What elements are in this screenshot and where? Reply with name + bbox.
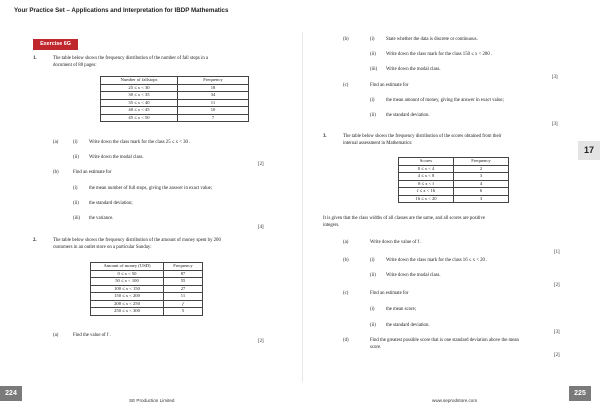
q3-table-cell: 4 ≤ x < 8 bbox=[399, 173, 454, 181]
q2-a-label: (a) bbox=[53, 333, 59, 338]
q1-table-cell: 45 ≤ x < 50 bbox=[101, 114, 178, 122]
q1-a-i-text: Write down the class mark for the class 25 ≤ x < 30 . bbox=[89, 140, 191, 145]
q2-intro-line1: The table below shows the frequency distribution of the amount of money spent by 200 bbox=[53, 238, 221, 243]
q1-table-header: Frequency bbox=[178, 77, 249, 85]
footer-publisher: SE Production Limited bbox=[129, 398, 175, 403]
q2-b-label: (b) bbox=[343, 37, 349, 42]
q3-frequency-table bbox=[398, 157, 509, 203]
chapter-tab: 17 bbox=[578, 141, 600, 160]
q2-c-text: Find an estimate for bbox=[370, 83, 409, 88]
q2-table-cell: 100 ≤ x < 150 bbox=[91, 285, 164, 293]
left-page-number: 224 bbox=[0, 386, 22, 401]
q2-number: 2. bbox=[33, 238, 37, 243]
q3-given-line2: integers. bbox=[323, 223, 340, 228]
q2-b-iii-label: (iii) bbox=[370, 67, 378, 72]
q3-intro-line1: The table below shows the frequency distribution of the scores obtained from their bbox=[343, 134, 502, 139]
q3-table-cell: f ≤ x < 16 bbox=[399, 188, 454, 196]
q2-b-iii-text: Write down the modal class. bbox=[386, 67, 441, 72]
q3-c-text: Find an estimate for bbox=[370, 291, 409, 296]
q3-b-ii-text: Write down the modal class. bbox=[386, 273, 441, 278]
q3-intro-line2: internal assessment in Mathematics: bbox=[343, 141, 413, 146]
q3-d-label: (d) bbox=[343, 338, 349, 343]
q3-table-cell: 2 bbox=[454, 165, 509, 173]
q2-c-i-text: the mean amount of money, giving the answer in exact value; bbox=[386, 98, 504, 103]
exercise-badge: Exercise 6G bbox=[33, 39, 78, 50]
q3-b-label: (b) bbox=[343, 258, 349, 263]
q3-number: 3. bbox=[323, 134, 327, 139]
q3-c-i-text: the mean score; bbox=[386, 307, 417, 312]
q2-a-marks: [2] bbox=[258, 339, 264, 344]
q1-table-cell: 11 bbox=[178, 99, 249, 107]
q2-table-cell: 87 bbox=[164, 270, 203, 278]
q2-c-ii-label: (ii) bbox=[370, 113, 376, 118]
q3-a-marks: [1] bbox=[554, 250, 560, 255]
q3-a-label: (a) bbox=[343, 240, 349, 245]
q2-c-label: (c) bbox=[343, 83, 349, 88]
q3-table-cell: 4 bbox=[454, 180, 509, 188]
q1-frequency-table bbox=[100, 76, 249, 122]
q2-intro-line2: customers in an outlet store on a particular Sunday: bbox=[53, 245, 152, 250]
q3-d-marks: [2] bbox=[554, 353, 560, 358]
q3-table-cell: 16 ≤ x < 20 bbox=[399, 195, 454, 203]
q3-c-ii-text: the standard deviation. bbox=[386, 323, 430, 328]
q3-given-line1: It is given that the class widths of all classes are the same, and all scores are positive bbox=[323, 216, 485, 221]
q1-table-cell: 7 bbox=[178, 114, 249, 122]
q1-table-cell: 10 bbox=[178, 107, 249, 115]
q3-b-i-label: (i) bbox=[370, 258, 375, 263]
page-gutter-divider bbox=[302, 32, 303, 382]
q3-d-line1: Find the greatest possible score that is one standard deviation above the mean bbox=[370, 338, 519, 343]
q2-c-ii-text: the standard deviation. bbox=[386, 113, 430, 118]
q3-c-marks: [3] bbox=[554, 330, 560, 335]
q2-b-ii-label: (ii) bbox=[370, 52, 376, 57]
q1-intro-line2: document of 80 pages: bbox=[53, 63, 97, 68]
q3-c-ii-label: (ii) bbox=[370, 323, 376, 328]
q1-b-iii-label: (iii) bbox=[73, 216, 81, 221]
q1-number: 1. bbox=[33, 56, 37, 61]
q2-table-cell: 200 ≤ x < 250 bbox=[91, 300, 164, 308]
q1-table-cell: 30 ≤ x < 35 bbox=[101, 92, 178, 100]
q3-b-ii-label: (ii) bbox=[370, 273, 376, 278]
q2-table-cell: 5 bbox=[164, 308, 203, 316]
q2-table-header: Frequency bbox=[164, 263, 203, 271]
q1-intro-line1: The table below shows the frequency distribution of the number of fall stops in a bbox=[53, 56, 209, 61]
page-header-title: Your Practice Set – Applications and Interpretation for IBDP Mathematics bbox=[14, 7, 229, 14]
q3-b-marks: [2] bbox=[554, 283, 560, 288]
q1-b-marks: [4] bbox=[258, 225, 264, 230]
q1-b-ii-text: the standard deviation; bbox=[89, 201, 133, 206]
q1-b-i-label: (i) bbox=[73, 186, 78, 191]
right-page-number: 225 bbox=[569, 386, 591, 401]
q1-a-ii-label: (ii) bbox=[73, 155, 79, 160]
q2-table-cell: 250 ≤ x < 300 bbox=[91, 308, 164, 316]
q3-table-header: Frequency bbox=[454, 158, 509, 166]
q2-c-i-label: (i) bbox=[370, 98, 375, 103]
q2-b-marks: [3] bbox=[552, 75, 558, 80]
q2-table-cell: f bbox=[164, 300, 203, 308]
q1-table-cell: 40 ≤ x < 45 bbox=[101, 107, 178, 115]
q2-table-cell: 150 ≤ x < 200 bbox=[91, 293, 164, 301]
q1-table-cell: 25 ≤ x < 30 bbox=[101, 84, 178, 92]
q1-table-cell: 34 bbox=[178, 92, 249, 100]
q2-b-i-text: State whether the data is discrete or continuous. bbox=[386, 37, 478, 42]
footer-website: www.seprodstore.com bbox=[432, 398, 478, 403]
q1-b-label: (b) bbox=[53, 170, 59, 175]
q2-b-ii-text: Write down the class mark for the class 150 ≤ x < 200 . bbox=[386, 52, 493, 57]
q1-b-iii-text: the variance. bbox=[89, 216, 114, 221]
q1-b-text: Find an estimate for bbox=[73, 170, 112, 175]
q1-b-i-text: the mean number of full stops, giving the answer in exact value; bbox=[89, 186, 213, 191]
q1-a-i-label: (i) bbox=[73, 140, 78, 145]
q1-table-cell: 35 ≤ x < 40 bbox=[101, 99, 178, 107]
q2-table-cell: 50 ≤ x < 100 bbox=[91, 278, 164, 286]
q3-b-i-text: Write down the class mark for the class 16 ≤ x < 20 . bbox=[386, 258, 488, 263]
q3-table-cell: 0 ≤ x < 4 bbox=[399, 165, 454, 173]
q1-a-marks: [2] bbox=[258, 162, 264, 167]
q3-table-cell: 3 bbox=[454, 195, 509, 203]
q2-frequency-table bbox=[90, 262, 203, 316]
q2-table-cell: 11 bbox=[164, 293, 203, 301]
q1-table-cell: 18 bbox=[178, 84, 249, 92]
q2-table-cell: 27 bbox=[164, 285, 203, 293]
q2-b-i-label: (i) bbox=[370, 37, 375, 42]
q1-table-header: Number of fallstops bbox=[101, 77, 178, 85]
q3-c-label: (c) bbox=[343, 291, 349, 296]
q2-a-text: Find the value of f . bbox=[73, 333, 111, 338]
q1-a-label: (a) bbox=[53, 140, 59, 145]
q2-table-cell: 0 ≤ x < 50 bbox=[91, 270, 164, 278]
q3-table-cell: 3 bbox=[454, 173, 509, 181]
q3-c-i-label: (i) bbox=[370, 307, 375, 312]
q3-a-text: Write down the value of f . bbox=[370, 240, 422, 245]
q1-b-ii-label: (ii) bbox=[73, 201, 79, 206]
q2-table-cell: 55 bbox=[164, 278, 203, 286]
q3-table-cell: 8 ≤ x < f bbox=[399, 180, 454, 188]
q3-table-header: Scores bbox=[399, 158, 454, 166]
q3-table-cell: 6 bbox=[454, 188, 509, 196]
q1-a-ii-text: Write down the modal class. bbox=[89, 155, 144, 160]
q2-c-marks: [3] bbox=[552, 122, 558, 127]
q3-d-line2: score. bbox=[370, 345, 382, 350]
q2-table-header: Amount of money (USD) bbox=[91, 263, 164, 271]
